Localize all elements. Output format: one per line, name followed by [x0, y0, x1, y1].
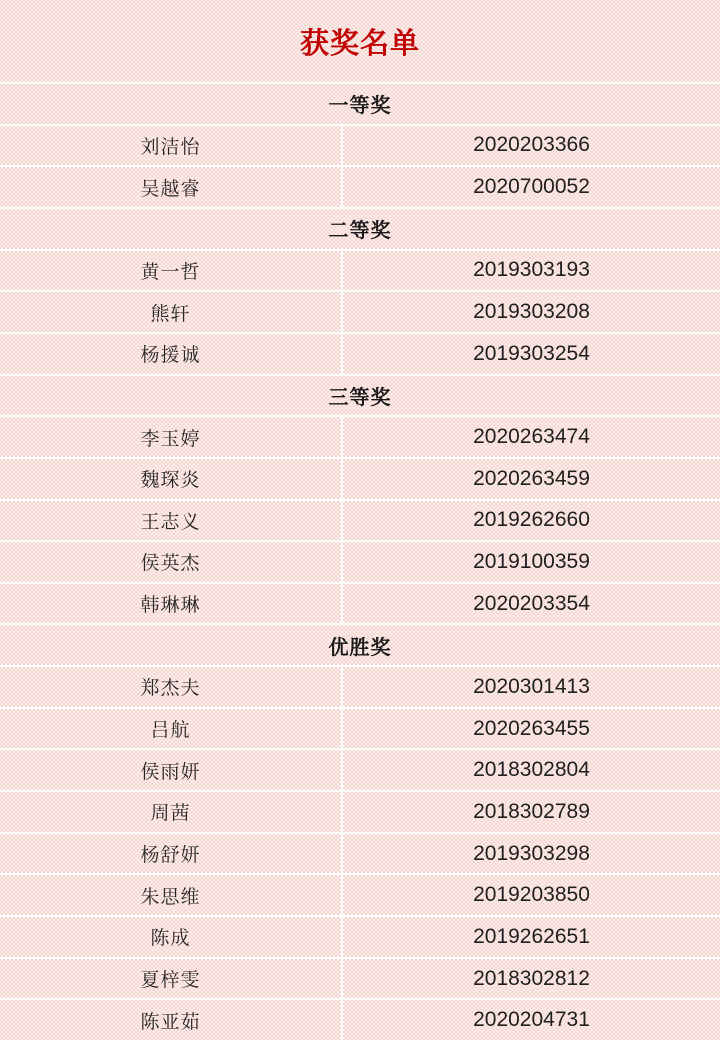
student-id: 2019262660 — [473, 508, 590, 532]
table-row — [0, 915, 720, 957]
winner-name-cell — [0, 917, 341, 957]
student-id-cell — [341, 584, 720, 624]
winner-name: 吴越睿 — [140, 178, 201, 200]
section-header-label: 一等奖 — [328, 95, 392, 118]
student-id: 2019100359 — [473, 549, 590, 573]
winner-name: 侯英杰 — [140, 553, 201, 575]
winner-name: 魏琛炎 — [140, 470, 201, 492]
winner-name: 黄一哲 — [140, 261, 201, 283]
table-row — [0, 998, 720, 1040]
section-header-label: 三等奖 — [328, 386, 392, 409]
student-id-cell — [341, 251, 720, 291]
winner-name-cell — [0, 542, 341, 582]
student-id-cell — [341, 167, 720, 207]
winner-name: 李玉婷 — [140, 428, 201, 450]
table-row — [0, 748, 720, 790]
winner-name-cell — [0, 459, 341, 499]
student-id: 2019303208 — [473, 300, 590, 324]
section-header-label: 二等奖 — [328, 220, 392, 243]
winner-name-cell — [0, 959, 341, 999]
student-id-cell — [341, 1000, 720, 1040]
winner-name: 周茜 — [150, 803, 191, 825]
winner-name-cell — [0, 251, 341, 291]
student-id: 2020263459 — [473, 466, 590, 490]
winner-name-cell — [0, 334, 341, 374]
winner-name-cell — [0, 792, 341, 832]
table-row — [0, 582, 720, 624]
section-header-row — [0, 374, 720, 416]
student-id: 2020203366 — [473, 133, 590, 157]
student-id-cell — [341, 459, 720, 499]
winner-name-cell — [0, 750, 341, 790]
winner-name-cell — [0, 126, 341, 166]
table-row — [0, 873, 720, 915]
student-id-cell — [341, 750, 720, 790]
winner-name-cell — [0, 501, 341, 541]
student-id-cell — [341, 542, 720, 582]
student-id-cell — [341, 667, 720, 707]
winner-name: 朱思维 — [140, 886, 201, 908]
table-row — [0, 332, 720, 374]
student-id-cell — [341, 834, 720, 874]
student-id-cell — [341, 334, 720, 374]
winner-name-cell — [0, 292, 341, 332]
winner-name-cell — [0, 584, 341, 624]
student-id: 2019203850 — [473, 883, 590, 907]
student-id: 2018302789 — [473, 799, 590, 823]
table-row — [0, 790, 720, 832]
winner-name-cell — [0, 709, 341, 749]
student-id-cell — [341, 126, 720, 166]
winner-name-cell — [0, 834, 341, 874]
winner-name: 侯雨妍 — [140, 761, 201, 783]
table-row — [0, 165, 720, 207]
student-id-cell — [341, 959, 720, 999]
winner-name: 夏梓雯 — [140, 970, 201, 992]
student-id: 2019303298 — [473, 841, 590, 865]
student-id-cell — [341, 709, 720, 749]
winner-name: 熊轩 — [150, 303, 191, 325]
student-id: 2018302812 — [473, 966, 590, 990]
student-id: 2019262651 — [473, 924, 590, 948]
winner-name-cell — [0, 875, 341, 915]
page-title: 获奖名单 — [299, 27, 420, 60]
table-row — [0, 124, 720, 166]
student-id: 2020263455 — [473, 716, 590, 740]
student-id-cell — [341, 292, 720, 332]
winner-name: 吕航 — [150, 720, 191, 742]
winner-name-cell — [0, 167, 341, 207]
winner-name: 郑杰夫 — [140, 678, 201, 700]
winner-name-cell — [0, 667, 341, 707]
table-row — [0, 290, 720, 332]
winner-name: 王志义 — [140, 511, 201, 533]
title-row — [0, 0, 720, 82]
table-row — [0, 415, 720, 457]
student-id: 2020204731 — [473, 1008, 590, 1032]
student-id: 2020301413 — [473, 674, 590, 698]
section-header-row — [0, 623, 720, 665]
winner-name: 杨舒妍 — [140, 845, 201, 867]
student-id-cell — [341, 501, 720, 541]
student-id: 2019303254 — [473, 341, 590, 365]
winner-name: 陈亚茹 — [140, 1011, 201, 1033]
student-id: 2020700052 — [473, 175, 590, 199]
student-id-cell — [341, 792, 720, 832]
table-row — [0, 457, 720, 499]
table-row — [0, 249, 720, 291]
winner-name: 韩琳琳 — [140, 595, 201, 617]
student-id: 2020203354 — [473, 591, 590, 615]
student-id: 2020263474 — [473, 425, 590, 449]
table-row — [0, 499, 720, 541]
section-header-row — [0, 82, 720, 124]
student-id-cell — [341, 875, 720, 915]
table-row — [0, 665, 720, 707]
student-id: 2018302804 — [473, 758, 590, 782]
winner-name: 杨援诚 — [140, 345, 201, 367]
winner-name: 陈成 — [150, 928, 191, 950]
table-row — [0, 832, 720, 874]
winner-name: 刘洁怡 — [140, 136, 201, 158]
student-id: 2019303193 — [473, 258, 590, 282]
student-id-cell — [341, 917, 720, 957]
winner-name-cell — [0, 1000, 341, 1040]
winner-name-cell — [0, 417, 341, 457]
section-header-label: 优胜奖 — [328, 636, 392, 659]
table-row — [0, 957, 720, 999]
table-row — [0, 540, 720, 582]
section-header-row — [0, 207, 720, 249]
table-row — [0, 707, 720, 749]
student-id-cell — [341, 417, 720, 457]
